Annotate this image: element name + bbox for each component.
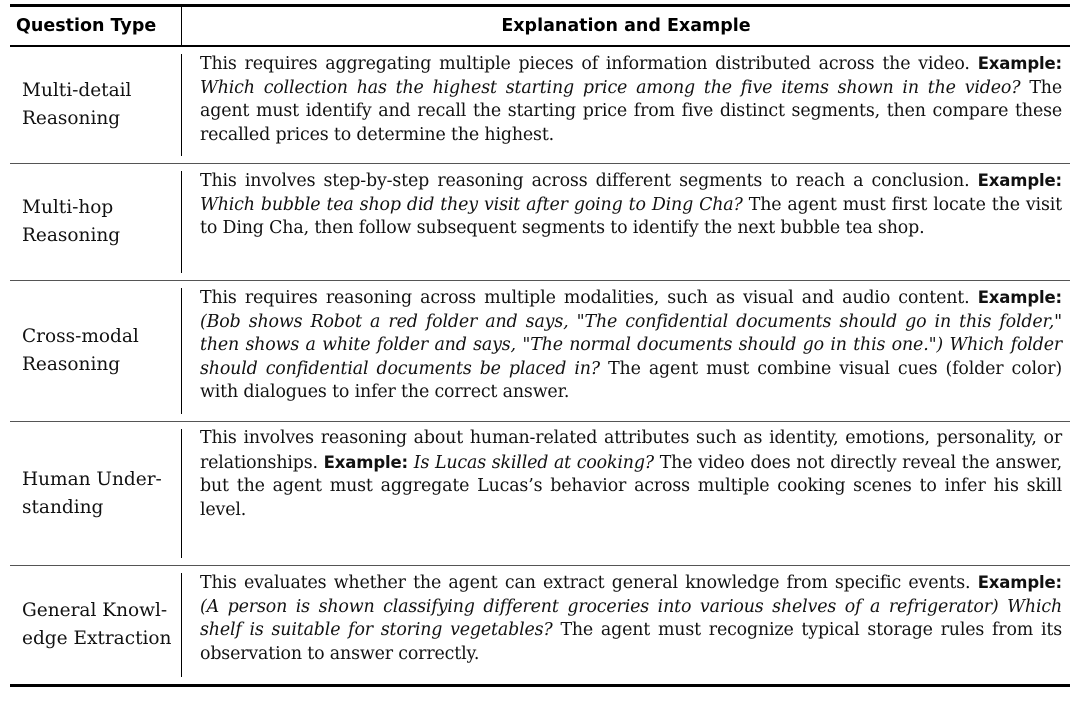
example-rest: The agent must combine visual cues (folder color) with dialogues to infer the correct answer. (200, 358, 1062, 403)
type-line-1: Human Under- (22, 468, 162, 490)
question-type-cell (10, 422, 182, 565)
explanation-cell (182, 566, 1070, 684)
example-question: Which collection has the highest starting price among the five items shown in the video? (200, 77, 1021, 98)
example-label: Example: (977, 171, 1062, 190)
question-type-cell (10, 164, 182, 280)
example-rest: The agent must identify and recall the starting price from five distinct segments, then compare these recalled prices to determine the highest. (200, 77, 1062, 145)
question-type-cell (10, 281, 182, 421)
type-line-2: Reasoning (22, 225, 121, 246)
example-label: Example: (977, 54, 1062, 73)
example-question: (A person is shown classifying different groceries into various shelves of a refrigerator) Which shelf is suitable for storing vegetables? (200, 596, 1062, 641)
question-type-cell (10, 566, 182, 684)
example-question: Which bubble tea shop did they visit after going to Ding Cha? (200, 194, 743, 215)
table-row (10, 47, 1070, 164)
explanation-cell (182, 164, 1070, 280)
example-label: Example: (977, 573, 1062, 592)
type-line-1: General Knowl- (22, 600, 168, 621)
example-rest: The agent must recognize typical storage rules from its observation to answer correctly. (200, 620, 1062, 664)
type-line-2: standing (22, 496, 104, 518)
type-line-2: edge Extraction (22, 628, 172, 649)
type-line-1: Multi-detail (22, 80, 132, 101)
question-type-cell (10, 47, 182, 163)
table-row (10, 422, 1070, 566)
table-row (10, 566, 1070, 684)
explanation-text: This involves reasoning about human-related attributes such as identity, emotions, personality, or relationships. (200, 428, 1062, 473)
explanation-text: This evaluates whether the agent can extract general knowledge from specific events. (200, 573, 971, 593)
type-line-2: Reasoning (22, 354, 121, 375)
header-explanation: Explanation and Example (501, 16, 751, 36)
explanation-cell (182, 422, 1070, 565)
explanation-cell (182, 281, 1070, 421)
explanation-cell (182, 47, 1070, 163)
example-label: Example: (323, 452, 408, 472)
explanation-text: This involves step-by-step reasoning across different segments to reach a conclusion. (200, 171, 970, 191)
explanation-text: This requires aggregating multiple pieces of information distributed across the video. (200, 54, 970, 74)
example-rest: The agent must first locate the visit to Ding Cha, then follow subsequent segments to identify the next bubble tea shop. (200, 194, 1062, 239)
example-label: Example: (977, 288, 1062, 307)
type-line-2: Reasoning (22, 108, 121, 129)
header-question-type: Question Type (10, 7, 182, 45)
example-question: (Bob shows Robot a red folder and says, "The confidential documents should go in this folder," then shows a white folder and says, "The normal documents should go in this one.") Which folder should confidential documents be placed in? (200, 311, 1062, 379)
type-line-1: Multi-hop (22, 197, 114, 218)
type-line-1: Cross-modal (22, 326, 139, 347)
table-header (10, 7, 1070, 47)
example-question: Is Lucas skilled at cooking? (413, 452, 654, 473)
table-row (10, 281, 1070, 422)
table-row (10, 164, 1070, 281)
question-type-table (10, 4, 1070, 687)
explanation-text: This requires reasoning across multiple modalities, such as visual and audio content. (200, 288, 970, 308)
example-rest: The video does not directly reveal the answer, but the agent must aggregate Lucas’s behavior across multiple cooking scenes to infer his skill level. (200, 452, 1062, 520)
